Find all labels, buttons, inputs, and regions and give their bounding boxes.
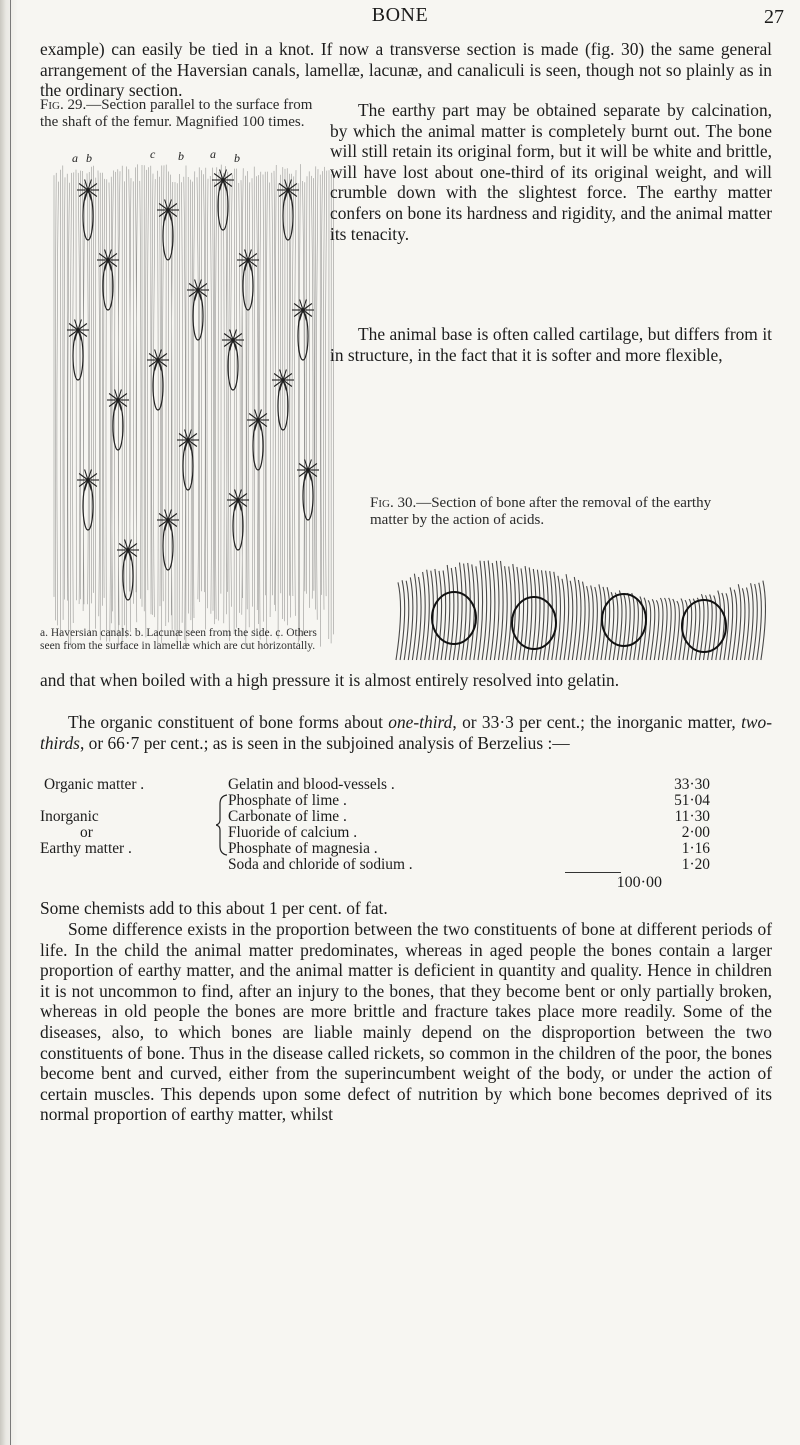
row-name: Phosphate of lime .	[228, 792, 347, 809]
paragraph-proportion-difference: Some difference exists in the proportion between the two constituents of bone at different periods of life. In the child the animal matter predominates, whereas in aged people the bones contain a larger proportion of earthy matter, and the animal matter is deficient in quantity and quality. Hence in children it is not uncommon to find, after an injury to the bones, that they become bent or only partially broken, whereas in old people the bones are more brittle and fracture takes place more readily. Some of the diseases, also, to which bones are liable mainly depend on the disproportion between the two constituents of bone. Thus in the disease called rickets, so common in the children of the poor, the bones become bent and curved, either from the superincumbent weight of the body, or under the action of certain muscles. This depends upon some defect of nutrition by which bone becomes deprived of its normal proportion of earthy matter, whilst	[40, 919, 772, 1125]
paragraph-animal-base: The animal base is often called cartilage, but differs from it in structure, in the fact that it is softer and more flexible,	[330, 324, 772, 365]
label-or: or	[80, 824, 93, 841]
table-row	[228, 792, 710, 809]
page-number: 27	[764, 6, 784, 28]
organic-text-1: The organic constituent of bone forms about	[68, 712, 389, 732]
organic-emphasis-two-thirds: two-thirds	[40, 712, 772, 753]
table-row	[228, 824, 710, 841]
row-value: 51·04	[674, 792, 710, 809]
row-name: Soda and chloride of sodium .	[228, 856, 413, 873]
figure-29-caption-text: —Section parallel to the surface from the shaft of the femur. Magnified 100 times.	[40, 97, 313, 130]
row-name: Fluoride of calcium .	[228, 824, 358, 841]
row-name: Phosphate of magnesia .	[228, 840, 378, 857]
fig29-letter-b2: b	[178, 150, 184, 163]
figure-30-caption-text: —Section of bone after the removal of the earthy matter by the action of acids.	[370, 495, 712, 528]
fig29-letter-b1: b	[86, 151, 92, 165]
organic-text-2: , or 33·3 per cent.; the inorganic matter,	[452, 712, 742, 732]
table-row	[228, 808, 710, 825]
fig29-letter-c: c	[150, 150, 156, 161]
paragraph-calcination: The earthy part may be obtained separate by calcination, by which the animal matter is completely burnt out. The bone will still retain its original form, but it will be white and brittle, will have lost about one-third of its original weight, and will crumble down with the slightest force. The earthy matter confers on bone its hardness and rigidity, and the animal matter its tenacity.	[330, 100, 772, 244]
row-value: 11·30	[674, 808, 710, 825]
paragraph-gelatin: and that when boiled with a high pressure it is almost entirely resolved into gelatin.	[40, 670, 620, 690]
figure-29-illustration	[48, 150, 338, 658]
organic-text-3: , or 66·7 per cent.; as is seen in the subjoined analysis of Berzelius :—	[79, 732, 570, 753]
total-rule	[565, 872, 621, 873]
figure-29-caption	[40, 97, 332, 130]
decalcified-bone-hatching	[396, 561, 765, 661]
page-header	[0, 2, 800, 32]
figure-30-caption	[370, 495, 750, 528]
page-gutter	[0, 0, 18, 1445]
row-name: Carbonate of lime .	[228, 808, 347, 825]
figure-30-illustration	[394, 548, 766, 666]
paragraph-transverse-section: example) can easily be tied in a knot. If now a transverse section is made (fig. 30) the same general arrangement of the Haversian canals, lamellæ, lacunæ, and canaliculi is seen, though not so plainly as in the ordinary section.	[40, 39, 772, 100]
fig29-letter-a1: a	[72, 151, 78, 165]
figure-29-legend: a. Haversian canals. b. Lacunæ seen from the side. c. Others seen from the surface in lamellæ which are cut horizontally.	[40, 627, 317, 652]
row-value: 2·00	[681, 824, 710, 841]
analysis-brace	[216, 794, 228, 856]
row-value: 33·30	[674, 776, 710, 793]
figure-29-label: Fig. 29.	[40, 97, 87, 113]
analysis-total: 100·00	[616, 874, 662, 891]
label-earthy-matter: Earthy matter .	[40, 840, 132, 857]
haversian-lamellae-hatching	[54, 164, 334, 649]
table-row	[228, 776, 710, 793]
table-row	[228, 856, 710, 873]
row-value: 1·16	[681, 840, 710, 857]
table-row	[228, 840, 710, 857]
figure-30-label: Fig. 30.	[370, 495, 417, 511]
paragraph-chemists-fat: Some chemists add to this about 1 per cent. of fat.	[40, 898, 388, 918]
binding-line	[10, 0, 11, 1445]
label-organic-matter: Organic matter .	[44, 776, 145, 793]
label-inorganic: Inorganic	[40, 808, 99, 825]
paragraph-organic-constituent	[40, 712, 772, 753]
running-title: BONE	[371, 4, 429, 26]
fig29-letter-a2: a	[210, 150, 216, 161]
organic-emphasis-one-third: one-third	[388, 712, 453, 732]
berzelius-analysis-table	[40, 776, 772, 873]
fig29-letter-b3: b	[234, 151, 240, 165]
row-name: Gelatin and blood-vessels .	[228, 776, 395, 793]
row-value: 1·20	[681, 856, 710, 873]
